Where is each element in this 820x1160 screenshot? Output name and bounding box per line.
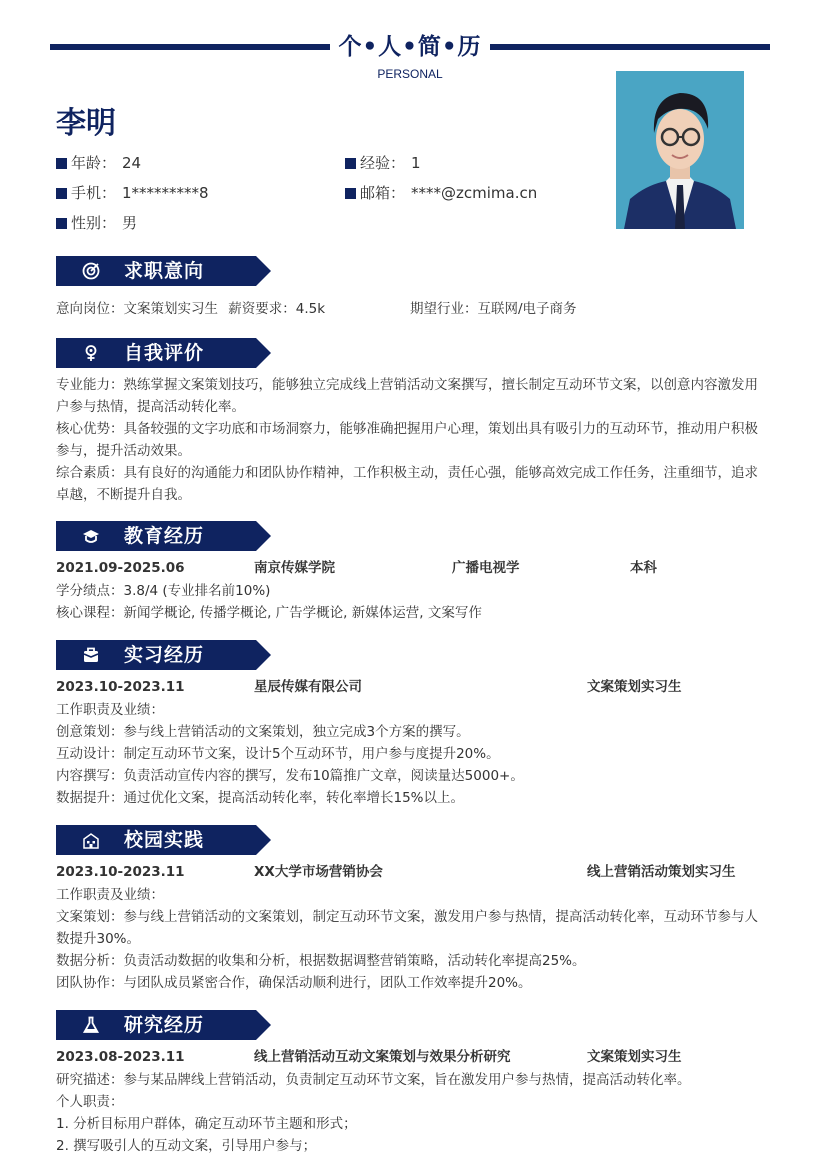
info-value: 24 — [122, 154, 142, 172]
campus-line: 工作职责及业绩： — [56, 887, 164, 903]
info-age — [56, 153, 141, 173]
section-header-education — [56, 521, 271, 551]
self-eval-paragraph: 综合素质：具有良好的沟通能力和团队协作精神，工作积极主动，责任心强，能够高效完成工作任务，注重细节，追求卓越，不断提升自我。 — [56, 465, 758, 503]
internship-line: 工作职责及业绩： — [56, 702, 164, 718]
research-body — [56, 1069, 768, 1157]
section-title: 研究经历 — [124, 1014, 205, 1036]
info-label: 性别： — [71, 214, 117, 232]
section-title: 自我评价 — [124, 342, 205, 364]
badge-icon — [82, 344, 100, 362]
campus-date: 2023.10-2023.11 — [56, 864, 185, 880]
section-title: 实习经历 — [124, 644, 205, 666]
campus-line: 团队协作：与团队成员紧密合作，确保活动顺利进行，团队工作效率提升20%。 — [56, 975, 532, 991]
campus-line: 数据分析：负责活动数据的收集和分析，根据数据调整营销策略，活动转化率提高25%。 — [56, 953, 586, 969]
internship-body — [56, 699, 768, 809]
education-line: 学分绩点：3.8/4 (专业排名前10%) — [56, 583, 271, 599]
section-header-internship — [56, 640, 271, 670]
internship-line: 数据提升：通过优化文案，提高活动转化率，转化率增长15%以上。 — [56, 790, 465, 806]
info-experience — [345, 153, 421, 173]
self-eval-paragraph: 专业能力：熟练掌握文案策划技巧，能够独立完成线上营销活动文案撰写，擅长制定互动环节文案，以创意内容激发用户参与热情，提高活动转化率。 — [56, 377, 758, 415]
info-label: 手机： — [71, 184, 117, 202]
bullet-square-icon — [345, 158, 356, 169]
school-building-icon — [82, 831, 100, 849]
education-degree: 本科 — [630, 560, 657, 576]
section-header-intention — [56, 256, 271, 286]
info-email — [345, 183, 537, 203]
candidate-name: 李明 — [56, 106, 116, 141]
self-eval-body — [56, 374, 768, 506]
intention-industry: 期望行业：互联网/电子商务 — [410, 301, 577, 317]
education-line: 核心课程：新闻学概论, 传播学概论, 广告学概论, 新媒体运营, 文案写作 — [56, 605, 482, 621]
campus-line: 文案策划：参与线上营销活动的文案策划，制定互动环节文案，激发用户参与热情，提高活动转化率，互动环节参与人数提升30%。 — [56, 909, 758, 947]
self-eval-paragraph: 核心优势：具备较强的文字功底和市场洞察力，能够准确把握用户心理，策划出具有吸引力的互动环节，推动用户积极参与，提升活动效果。 — [56, 421, 758, 459]
bullet-square-icon — [345, 188, 356, 199]
bullet-square-icon — [56, 158, 67, 169]
research-date: 2023.08-2023.11 — [56, 1049, 185, 1065]
section-title: 求职意向 — [124, 260, 205, 282]
info-value: 男 — [122, 214, 138, 232]
research-project: 线上营销活动互动文案策划与效果分析研究 — [254, 1049, 511, 1065]
internship-role: 文案策划实习生 — [587, 679, 682, 695]
section-header-research — [56, 1010, 271, 1040]
profile-photo — [616, 71, 744, 229]
resume-subtitle: PERSONAL — [377, 67, 443, 81]
info-label: 经验： — [360, 154, 406, 172]
education-major: 广播电视学 — [452, 560, 520, 576]
internship-row — [56, 676, 768, 698]
section-title: 教育经历 — [124, 525, 205, 547]
resume-title: 个•人•简•历 — [338, 34, 482, 60]
target-icon — [82, 262, 100, 280]
education-body — [56, 580, 768, 624]
flask-icon — [82, 1016, 100, 1034]
research-role: 文案策划实习生 — [587, 1049, 682, 1065]
research-line: 1. 分析目标用户群体，确定互动环节主题和形式； — [56, 1116, 357, 1132]
research-line: 个人职责： — [56, 1094, 124, 1110]
education-row — [56, 557, 768, 579]
intention-salary: 薪资要求：4.5k — [228, 301, 326, 317]
info-label: 年龄： — [71, 154, 117, 172]
info-gender — [56, 213, 137, 233]
bullet-square-icon — [56, 218, 67, 229]
section-title: 校园实践 — [124, 829, 205, 851]
info-phone — [56, 183, 209, 203]
graduation-cap-icon — [82, 527, 100, 545]
info-label: 邮箱： — [360, 184, 406, 202]
info-value: 1 — [411, 154, 421, 172]
bullet-square-icon — [56, 188, 67, 199]
internship-line: 内容撰写：负责活动宣传内容的撰写，发布10篇推广文章，阅读量达5000+。 — [56, 768, 524, 784]
campus-role: 线上营销活动策划实习生 — [587, 864, 736, 880]
section-header-campus — [56, 825, 271, 855]
internship-line: 互动设计：制定互动环节文案，设计5个互动环节，用户参与度提升20%。 — [56, 746, 500, 762]
info-value: ****@zcmima.cn — [411, 184, 538, 202]
internship-line: 创意策划：参与线上营销活动的文案策划，独立完成3个方案的撰写。 — [56, 724, 470, 740]
campus-body — [56, 884, 768, 994]
intention-position: 意向岗位：文案策划实习生 — [56, 301, 218, 317]
briefcase-icon — [82, 646, 100, 664]
campus-row — [56, 861, 768, 883]
info-value: 1*********8 — [122, 184, 209, 202]
education-school: 南京传媒学院 — [254, 560, 335, 576]
research-row — [56, 1046, 768, 1068]
research-line: 2. 撰写吸引人的互动文案，引导用户参与； — [56, 1138, 317, 1154]
resume-title-bar — [50, 32, 770, 62]
internship-company: 星辰传媒有限公司 — [254, 679, 362, 695]
section-header-self-eval — [56, 338, 271, 368]
research-line: 研究描述：参与某品牌线上营销活动，负责制定互动环节文案，旨在激发用户参与热情，提高活动转化率。 — [56, 1072, 691, 1088]
education-date: 2021.09-2025.06 — [56, 560, 185, 576]
intention-row — [56, 298, 768, 320]
campus-org: XX大学市场营销协会 — [254, 864, 383, 880]
internship-date: 2023.10-2023.11 — [56, 679, 185, 695]
